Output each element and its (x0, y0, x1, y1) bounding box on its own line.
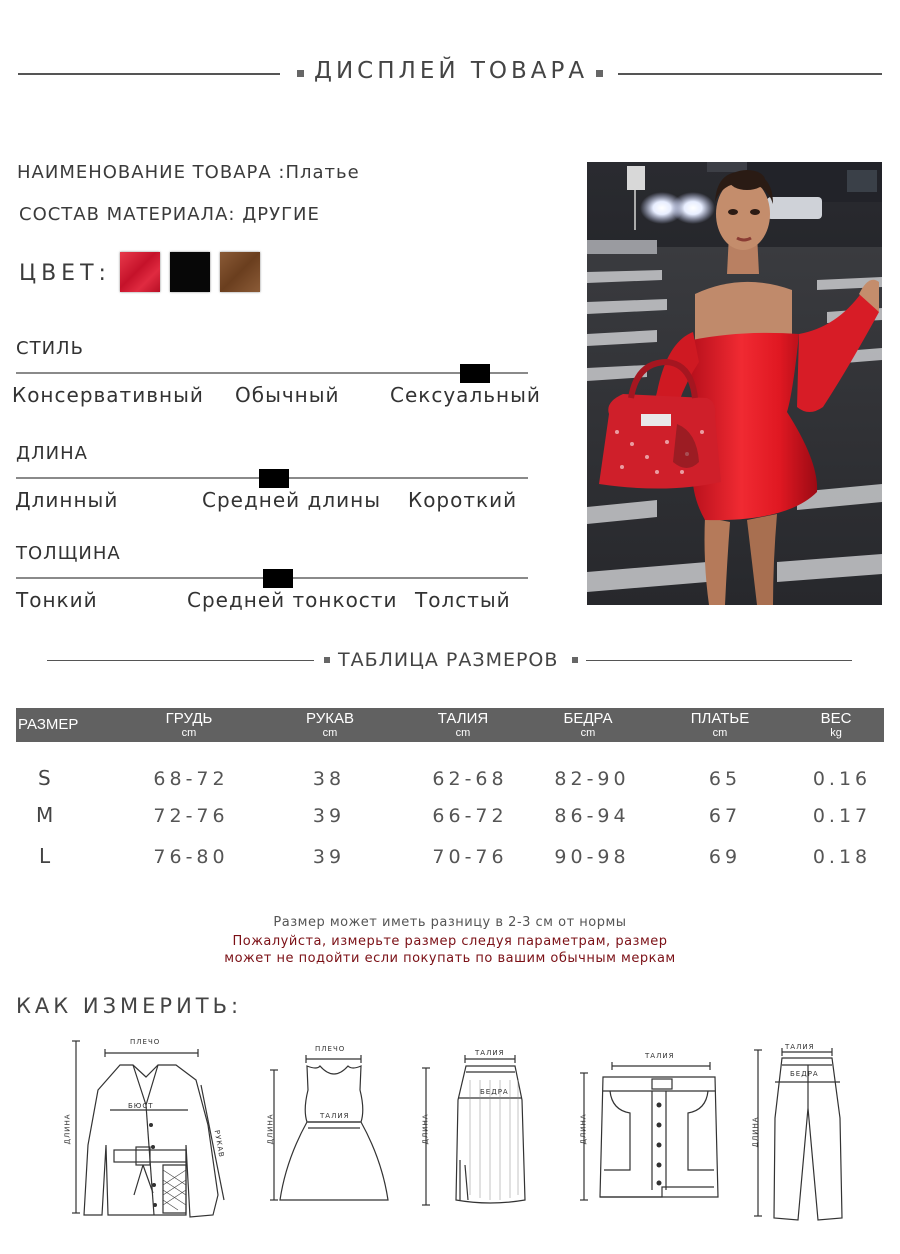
size-cell: L (39, 844, 51, 868)
size-bullet-right (572, 657, 578, 663)
color-swatch-black[interactable] (170, 252, 210, 292)
dress-shoulder-label: ПЛЕЧО (315, 1045, 346, 1053)
size-cell: M (36, 803, 54, 827)
skirt-waist-label: ТАЛИЯ (475, 1049, 505, 1057)
col-header-waist: ТАЛИЯ cm (437, 710, 489, 739)
dress-waist-label: ТАЛИЯ (320, 1112, 350, 1120)
color-swatch-brown[interactable] (220, 252, 260, 292)
style-scale-line (16, 372, 528, 374)
col-header-weight: ВЕС kg (820, 710, 852, 739)
thickness-level-marker (263, 569, 293, 588)
col-header-hips: БЕДРА cm (563, 710, 613, 739)
color-label: ЦВЕТ: (19, 261, 111, 286)
header-bullet-right (596, 70, 603, 77)
size-bullet-left (324, 657, 330, 663)
col-header-sleeve: РУКАВ cm (306, 710, 354, 739)
jacket-bust-label: БЮСТ (128, 1102, 154, 1110)
table-cell: 0.17 (812, 805, 872, 827)
length-level-marker (259, 469, 289, 488)
material-row (19, 204, 320, 225)
style-level-marker (460, 364, 490, 383)
table-cell: 86-94 (554, 805, 630, 827)
size-cell: S (38, 766, 51, 790)
table-cell: 72-76 (153, 805, 229, 827)
size-table-title: ТАБЛИЦА РАЗМЕРОВ (338, 649, 559, 671)
col-header-size: РАЗМЕР (18, 716, 79, 733)
table-cell: 76-80 (153, 846, 229, 868)
length-option-short: Короткий (408, 488, 518, 512)
table-cell: 39 (312, 846, 346, 868)
skirt-length-label: ДЛИНА (421, 1113, 430, 1145)
measure-warning-1: Пожалуйста, измерьте размер следуя параметрам, размер (232, 934, 668, 949)
measure-warning-2: может не подойти если покупать по вашим обычным меркам (224, 951, 676, 966)
shorts-diagram (570, 1055, 725, 1205)
dress-diagram (262, 1050, 397, 1210)
table-cell: 39 (312, 805, 346, 827)
page-title: ДИСПЛЕЙ ТОВАРА (314, 58, 589, 84)
dress-length-label: ДЛИНА (266, 1113, 275, 1145)
table-cell: 38 (312, 768, 346, 790)
size-rule-right (586, 660, 852, 661)
thickness-label: ТОЛЩИНА (16, 543, 121, 564)
style-option-conservative: Консервативный (12, 383, 204, 407)
table-cell: 62-68 (432, 768, 508, 790)
table-cell: 66-72 (432, 805, 508, 827)
color-swatch-red[interactable] (120, 252, 160, 292)
thickness-option-thin: Тонкий (16, 588, 98, 612)
length-label: ДЛИНА (16, 443, 88, 464)
length-option-medium: Средней длины (202, 488, 382, 512)
product-name-label: НАИМЕНОВАНИЕ ТОВАРА : (17, 162, 286, 183)
table-cell: 69 (708, 846, 742, 868)
product-name-value: Платье (285, 162, 360, 183)
col-header-dress: ПЛАТЬЕ cm (690, 710, 750, 739)
table-cell: 68-72 (153, 768, 229, 790)
how-to-measure-title: КАК ИЗМЕРИТЬ: (16, 994, 243, 1018)
table-cell: 0.18 (812, 846, 872, 868)
length-option-long: Длинный (15, 488, 119, 512)
material-label: СОСТАВ МАТЕРИАЛА: (19, 204, 236, 225)
skirt-hips-label: БЕДРА (480, 1088, 509, 1096)
table-cell: 82-90 (554, 768, 630, 790)
shorts-length-label: ДЛИНА (579, 1113, 588, 1145)
table-cell: 65 (708, 768, 742, 790)
material-value: ДРУГИЕ (242, 204, 320, 225)
table-cell: 0.16 (812, 768, 872, 790)
table-cell: 67 (708, 805, 742, 827)
size-rule-left (47, 660, 314, 661)
header-bullet-left (297, 70, 304, 77)
header-rule-right (618, 73, 882, 75)
jacket-sleeve-label: РУКАВ (212, 1129, 226, 1159)
jacket-length-label: ДЛИНА (63, 1113, 72, 1145)
thickness-option-thick: Толстый (415, 588, 511, 612)
style-label: СТИЛЬ (16, 338, 84, 359)
product-name-row (17, 162, 360, 183)
product-photo (587, 162, 882, 605)
jacket-shoulder-label: ПЛЕЧО (130, 1038, 161, 1046)
pants-hips-label: БЕДРА (790, 1070, 819, 1078)
size-note: Размер может иметь разницу в 2-3 см от нормы (273, 915, 627, 930)
style-option-casual: Обычный (235, 383, 340, 407)
pants-waist-label: ТАЛИЯ (785, 1043, 815, 1051)
thickness-option-medium: Средней тонкости (187, 588, 398, 612)
shorts-waist-label: ТАЛИЯ (645, 1052, 675, 1060)
header-rule-left (18, 73, 280, 75)
style-option-sexy: Сексуальный (390, 383, 541, 407)
pants-length-label: ДЛИНА (751, 1116, 760, 1148)
table-cell: 70-76 (432, 846, 508, 868)
jacket-diagram (58, 1035, 238, 1220)
col-header-bust: ГРУДЬ cm (165, 710, 213, 739)
table-cell: 90-98 (554, 846, 630, 868)
